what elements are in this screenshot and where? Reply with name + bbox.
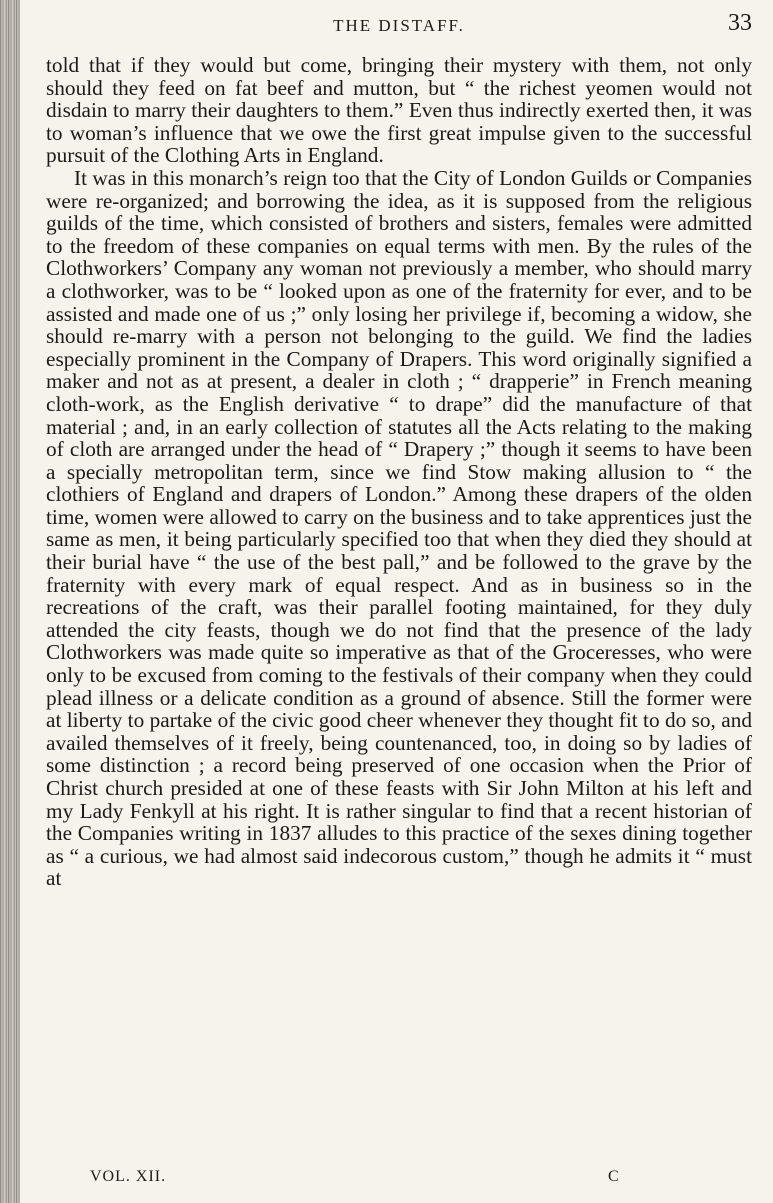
paragraph-continued: told that if they would but come, bringing their mystery with them, not only should they feed on fat beef and mutton, but “ the richest yeomen would not disdain to marry their daughters to them.” Even thus indirectly exerted then, it was to woman’s influence that we owe the first great impulse given to the successful pursuit of the Clothing Arts in England. — [46, 53, 752, 168]
page-footer — [90, 1168, 650, 1186]
running-title: THE DISTAFF. — [333, 16, 465, 35]
paragraph-guilds: It was in this monarch’s reign too that the City of London Guilds or Companies were re-organized; and borrowing the idea, as it is supposed from the religious guilds of the time, which consisted of brothers and sisters, females were admitted to the freedom of these companies on equal terms with men. By the rules of the Clothworkers’ Company any woman not previously a member, who should marry a clothworker, was to be “ looked upon as one of the fraternity for ever, and to be assisted and made one of us ;” only losing her privilege if, becoming a widow, she should re-marry with a person not belonging to the guild. We find the ladies especially prominent in the Company of Drapers. This word originally signified a maker and not as at present, a dealer in cloth ; “ drapperie” in French meaning cloth-work, as the English derivative “ to drape” did the manufacture of that material ; and, in an early collection of statutes all the Acts relating to the making of cloth are arranged under the head of “ Drapery ;” though it seems to have been a specially metropolitan term, since we find Stow making allusion to “ the clothiers of England and drapers of London.” Among these drapers of the olden time, women were allowed to carry on the business and to take apprentices just the same as men, it being particularly specified too that when they died they should at their burial have “ the use of the best pall,” and be followed to the grave by the fraternity with every mark of equal respect. And as in business so in the recreations of the craft, was their parallel footing maintained, for they duly attended the city feasts, though we do not find that the presence of the lady Clothworkers was made quite so imperative as that of the Groceresses, who were only to be excused from coming to the festivals of their company when they could plead illness or a delicate condition as a ground of absence. Still the former were at liberty to partake of the civic good cheer whenever they thought fit to do so, and availed themselves of it freely, being countenanced, too, in doing so by ladies of some distinction ; a record being preserved of one occasion when the Prior of Christ church presided at one of these feasts with Sir John Milton at his left and my Lady Fenkyll at his right. It is rather singular to find that a recent historian of the Companies writing in 1837 alludes to this practice of the sexes dining together as “ a curious, we had almost said indecorous custom,” though he admits it “ must at — [46, 165, 752, 891]
page-body — [46, 54, 752, 890]
signature-mark: C — [608, 1168, 620, 1185]
book-binding-edge — [0, 0, 20, 1203]
page-header — [46, 10, 752, 42]
volume-label: VOL. XII. — [90, 1168, 167, 1185]
page-number: 33 — [728, 10, 752, 36]
